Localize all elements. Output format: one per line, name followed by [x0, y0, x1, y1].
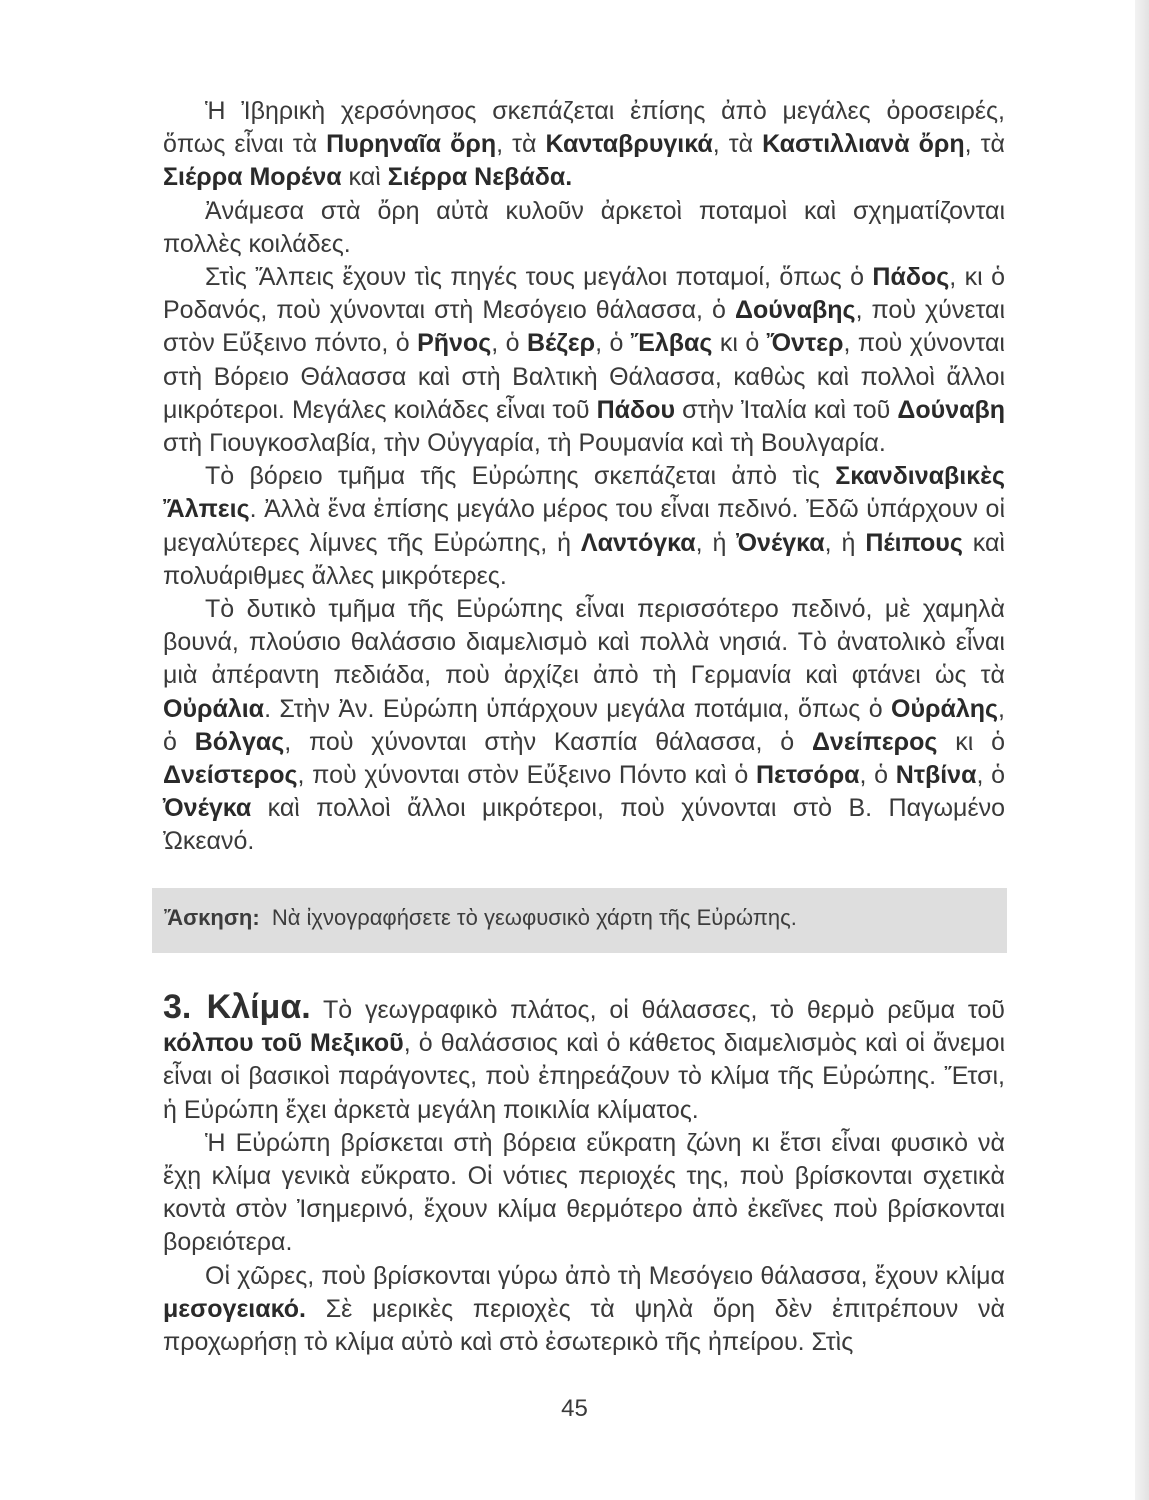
page-edge-shadow [1135, 0, 1149, 1500]
bold-term: Ὄντερ [766, 329, 844, 358]
text-run: , ποὺ χύνονται στὴ Βόρειο Θάλασσα καὶ στὴ Βαλτικὴ Θάλασσα, καθὼς καὶ πολλοὶ ἄλλοι μικρότεροι. Μεγάλες κοιλάδες εἶναι τοῦ [163, 329, 1005, 424]
text-run: , τὰ [496, 130, 546, 159]
bold-term: Σιέρρα Μορένα [163, 163, 342, 192]
bold-term: Δνείστερος [163, 761, 298, 790]
bold-term: Πετσόρα [755, 761, 860, 790]
text-run: , ὁ θαλάσσιος καὶ ὁ κάθετος διαμελισμὸς καὶ οἱ ἄνεμοι εἶναι οἱ βασικοὶ παράγοντες, ποὺ ἐπηρεάζουν τὸ κλίμα τῆς Εὐρώπης. Ἔτσι, ἡ Εὐρώπη ἔχει ἀρκετὰ μεγάλη ποικιλία κλίματος. [163, 1029, 1005, 1124]
exercise-text: Νὰ ἰχνογραφήσετε τὸ γεωφυσικὸ χάρτη τῆς Εὐρώπης. [271, 905, 797, 930]
paragraph [163, 195, 1005, 261]
bold-term: Βέζερ [526, 329, 596, 358]
bold-term: Δούναβης [734, 296, 856, 325]
bold-term: μεσογειακό. [163, 1294, 306, 1323]
bold-term: Πυρηναῖα ὄρη [326, 130, 497, 159]
text-run: , ὁ [491, 329, 527, 358]
section-heading: 3. Κλίμα. [163, 988, 311, 1026]
text-run: Ἡ Ἰβηρικὴ χερσόνησος σκεπάζεται ἐπίσης ἀπὸ μεγάλες ὀροσειρές, ὅπως εἶναι τὰ [163, 97, 1005, 159]
text-run: . Στὴν Ἀν. Εὐρώπη ὑπάρχουν μεγάλα ποτάμια, ὅπως ὁ [264, 694, 892, 723]
bold-term: Ρῆνος [417, 329, 492, 358]
bold-term: Πάδου [596, 395, 676, 424]
bold-term: Ὀνέγκα [736, 528, 825, 557]
bold-term: Οὐράλια [163, 694, 265, 723]
text-run: Τὸ βόρειο τμῆμα τῆς Εὐρώπης σκεπάζεται ἀπὸ τὶς [205, 462, 836, 491]
text-run: , ποὺ χύνονται στὸν Εὔξεινο Πόντο καὶ ὁ [297, 761, 756, 790]
paragraph [163, 95, 1005, 195]
text-run: στὴ Γιουγκοσλαβία, τὴν Οὐγγαρία, τὴ Ρουμανία καὶ τὴ Βουλγαρία. [163, 429, 886, 458]
bold-term: Οὐράλης [891, 694, 999, 723]
text-run: Τὸ γεωγραφικὸ πλάτος, οἱ θάλασσες, τὸ θερμὸ ρεῦμα τοῦ [310, 996, 1005, 1024]
bold-term: Ὀνέγκα [163, 794, 252, 823]
paragraph [163, 1260, 1005, 1360]
bold-term: Δνείπερος [811, 727, 938, 756]
bold-term: Καστιλλιανὰ ὄρη [762, 130, 965, 159]
text-run: Οἱ χῶρες, ποὺ βρίσκονται γύρω ἀπὸ τὴ Μεσόγειο θάλασσα, ἔχουν κλίμα [205, 1261, 1005, 1290]
page-number: 45 [561, 1395, 588, 1422]
bold-term: Πάδος [872, 263, 950, 292]
text-run: , τὰ [964, 130, 1005, 159]
text-run: , ὁ [163, 694, 1005, 756]
text-run: κι ὁ [712, 329, 767, 358]
text-run: Τὸ δυτικὸ τμῆμα τῆς Εὐρώπης εἶναι περισσότερο πεδινό, μὲ χαμηλὰ βουνά, πλούσιο θαλάσσιο διαμελισμὸ καὶ πολλὰ νησιά. Τὸ ἀνατολικὸ εἶναι μιὰ ἀπέραντη πεδιάδα, ποὺ ἀρχίζει ἀπὸ τὴ Γερμανία καὶ φτάνει ὡς τὰ [163, 595, 1005, 690]
text-run: . Ἀλλὰ ἕνα ἐπίσης μεγάλο μέρος του εἶναι πεδινό. Ἐδῶ ὑπάρχουν οἱ μεγαλύτερες λίμνες τῆς Εὐρώπης, ἡ [163, 495, 1005, 557]
section-paragraph [163, 988, 1005, 1127]
text-run: , ὁ [976, 761, 1005, 790]
text-run: καὶ πολυάριθμες ἄλλες μικρότερες. [163, 528, 1005, 590]
text-run: Σὲ μερικὲς περιοχὲς τὰ ψηλὰ ὄρη δὲν ἐπιτρέπουν νὰ προχωρήσῃ τὸ κλίμα αὐτὸ καὶ στὸ ἐσωτερικὸ τῆς ἠπείρου. Στὶς [163, 1294, 1005, 1357]
text-run: καὶ πολλοὶ ἄλλοι μικρότεροι, ποὺ χύνονται στὸ Β. Παγωμένο Ὠκεανό. [163, 794, 1005, 856]
text-run: κι ὁ [937, 727, 1005, 756]
paragraph [163, 261, 1005, 460]
bold-term: Δούναβη [897, 395, 1005, 424]
text-run: , τὰ [712, 130, 763, 159]
bold-term: κόλπου τοῦ Μεξικοῦ [163, 1029, 404, 1058]
paragraph [163, 593, 1005, 859]
text-run: , ὁ [595, 329, 631, 358]
text-run: , ἡ [695, 528, 737, 557]
text-run: Ἡ Εὐρώπη βρίσκεται στὴ βόρεια εὔκρατη ζώνη κι ἔτσι εἶναι φυσικὸ νὰ ἔχῃ κλίμα γενικὰ εὔκρατο. Οἱ νότιες περιοχές της, ποὺ βρίσκονται σχετικὰ κοντὰ στὸν Ἰσημερινό, ἔχουν κλίμα θερμότερο ἀπὸ ἐκεῖνες ποὺ βρίσκονται βορειότερα. [163, 1128, 1005, 1257]
text-run: καὶ [341, 163, 388, 192]
bold-term: Σκανδιναβικὲς Ἄλπεις [163, 462, 1005, 524]
bold-term: Ἔλβας [630, 329, 713, 358]
text-run: Στὶς Ἄλπεις ἔχουν τὶς πηγές τους μεγάλοι ποταμοί, ὅπως ὁ [205, 263, 873, 292]
bold-term: Κανταβρυγικά [545, 130, 713, 159]
bold-term: Λαντόγκα [580, 528, 696, 557]
bold-term: Σιέρρα Νεβάδα. [387, 163, 573, 192]
text-run: , ἡ [824, 528, 866, 557]
exercise-box [152, 888, 1007, 953]
bold-term: Πέιπους [865, 528, 963, 557]
text-run: Ἀνάμεσα στὰ ὄρη αὐτὰ κυλοῦν ἀρκετοὶ ποταμοὶ καὶ σχηματίζονται πολλὲς κοιλάδες. [163, 196, 1005, 258]
body-text-climate [163, 988, 1005, 1359]
bold-term: Βόλγας [194, 727, 285, 756]
text-run: , ὁ [859, 761, 896, 790]
text-run: , κι ὁ Ροδανός, ποὺ χύνονται στὴ Μεσόγειο θάλασσα, ὁ [163, 263, 1006, 325]
text-run: , ποὺ χύνονται στὴν Κασπία θάλασσα, ὁ [284, 727, 812, 756]
paragraph [163, 460, 1005, 593]
body-text-top [163, 95, 1005, 859]
exercise-label: Ἄσκηση: [164, 905, 260, 930]
text-run: , ποὺ χύνεται στὸν Εὔξεινο πόντο, ὁ [163, 296, 1006, 358]
text-run: στὴν Ἰταλία καὶ τοῦ [675, 395, 898, 424]
paragraph [163, 1127, 1005, 1260]
bold-term: Ντβίνα [895, 761, 977, 790]
